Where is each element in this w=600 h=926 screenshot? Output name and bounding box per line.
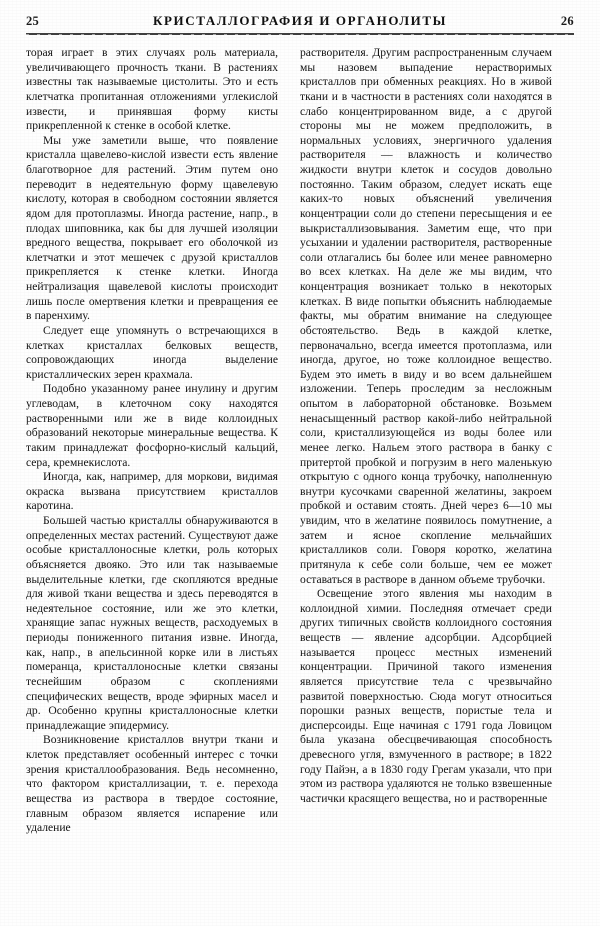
- folio-right: 26: [560, 14, 574, 28]
- paragraph: Подобно указанному ранее инулину и другим углеводам, в клеточном соку находятся растворенными или же в виде коллоидных образований некоторые минеральные вещества. К таким принадлежат фосфорно-кислый кальций, сера, кремнекислота.: [26, 382, 278, 469]
- paragraph: Иногда, как, например, для моркови, видимая окраска вызвана присутствием кристаллов каротина.: [26, 470, 278, 513]
- column-right: [300, 46, 552, 836]
- paragraph: Большей частью кристаллы обнаруживаются в определенных местах растений. Существуют даже особые кристаллоносные клетки, роль которых объясняется двояко. Это или так называемые выделительные клетки, где скопляются вредные для живой ткани вещества и здесь переводятся в недеятельное состояние, или же это клетки, хранящие запас нужных веществ, расходуемых в периоды пониженного питания извне. Иногда, как, напр., в апельсинной корке или в листьях померанца, кристаллоносные клетки связаны теснейшим образом с скоплениями специфических веществ, вроде эфирных масел и др. Особенно крупны кристаллоносные клетки принадлежащие эпидермису.: [26, 514, 278, 732]
- folio-left: 25: [26, 14, 40, 28]
- column-left: [26, 46, 278, 836]
- paragraph: Освещение этого явления мы находим в коллоидной химии. Последняя отмечает среди других типичных свойств коллоидного состояния веществ — явление адсорбции. Адсорбцией называется процесс местных изменений концентрации. Причиной такого изменения является присутствие тела с чрезвычайно развитой поверхностью. Сюда могут относиться порошки разных веществ, пористые тела и дисперсоиды. Еще начиная с 1791 года Ловицом была указана обесцвечивающая способность древесного угля, взмученного в растворе; в 1822 году Пайэн, а в 1830 году Грегам указали, что при этом из раствора удаляются не только взвешенные частички красящего вещества, но и растворенные: [300, 587, 552, 805]
- paragraph: торая играет в этих случаях роль материала, увеличивающего прочность ткани. В растениях известны так называемые цистолиты. Это и есть клетчатка пропитанная отложениями углекислой извести, и принявшая форму кисты прикрепленной к стенке в особой клетке.: [26, 46, 278, 133]
- paragraph: Следует еще упомянуть о встречающихся в клетках кристаллах белковых веществ, сопровождающих иногда выделение кристаллических зерен крахмала.: [26, 323, 278, 381]
- text-body: [26, 46, 574, 836]
- header-rule: [26, 33, 574, 35]
- paragraph: Возникновение кристаллов внутри ткани и клеток представляет особенный интерес с точки зрения кристаллообразования. Ведь несомненно, что фактором кристаллизации, т. е. перехода вещества из раствора в твердое состояние, главным образом является испарение или удаление: [26, 733, 278, 835]
- paragraph: растворителя. Другим распространенным случаем мы назовем выпадение нерастворимых кристаллов при обменных реакциях. Но в живой ткани и в частности в растениях соли находятся в слабо концентрированном виде, а с другой стороны мы не можем предположить, в нормальных условиях, энергичного удаления растворителя — влажность и количество жидкости внутри клеток и сосудов довольно постоянно. Таким образом, следует искать еще каких-то новых объяснений увеличения концентрации соли до степени пересыщения и ее выкристаллизовывания. Заметим еще, что при усыхании и удалении растворителя, растворенные соли отлагались бы более или менее равномерно во всех клетках. На деле же мы видим, что концентрация возникает только в некоторых клетках. В виде попытки объяснить наблюдаемые факты, мы обратим внимание на следующее обстоятельство. Ведь в каждой клетке, первоначально, всегда имеется протоплазма, или иногда, другое, но тоже коллоидное вещество. Будем это иметь в виду и во всем дальнейшем изложении. Теперь проследим за несложным опытом в лабораторной обстановке. Возьмем ненасыщенный раствор какой-либо нейтральной соли, кристаллизующейся из воды более или менее легко. Нальем этого раствора в банку с притертой пробкой и погрузим в него маленькую открытую с одного конца трубочку, наполненную внутри кусочками сваренной желатины, закроем пробкой и оставим стоять. Дней через 6—10 мы увидим, что в желатине появилось помутнение, а затем и ясное скопление мельчайших кристалликов соли. Говоря коротко, желатина притянула к себе соли больше, чем ее может оставаться в растворе в данном объеме трубочки.: [300, 46, 552, 586]
- paragraph: Мы уже заметили выше, что появление кристалла щавелево-кислой извести есть явление благотворное для растений. Этим путем оно переводит в недеятельную форму щавелевую кислоту, которая в свободном состоянии является ядом для протоплазмы. Иногда растение, напр., в плодах шиповника, как бы для лучшей изоляции вредного вещества, покрывает его оболочкой из клетчатки и этот мешечек с друзой кристаллов прикрепляется к стенке клетки. Иногда нейтрализация щавелевой кислоты происходит лишь после омертвения клетки и превращения ее в паренхиму.: [26, 133, 278, 323]
- page-title: КРИСТАЛЛОГРАФИЯ И ОРГАНОЛИТЫ: [152, 13, 448, 28]
